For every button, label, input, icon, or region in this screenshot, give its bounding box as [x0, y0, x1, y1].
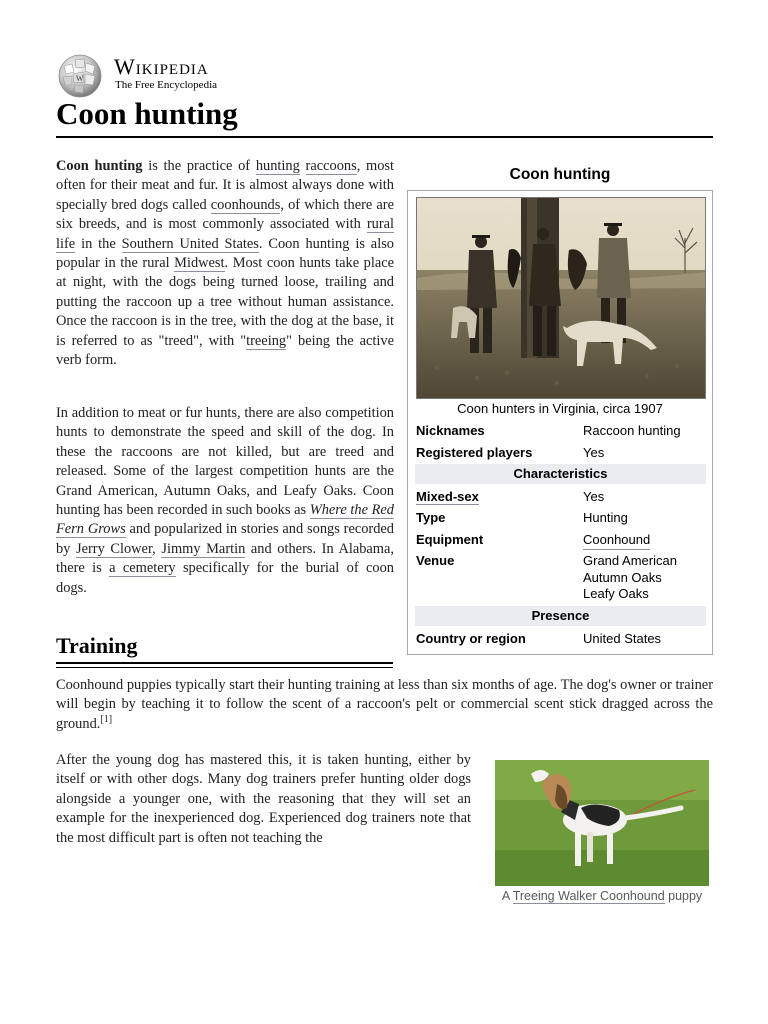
wikipedia-wordmark[interactable]: Wikipedia: [114, 54, 209, 79]
text: , most often for their meat and fur. It is almost always done with specially bred dogs called: [56, 158, 394, 213]
row-value: Hunting: [583, 510, 628, 525]
puppy-photo-drawing: [495, 760, 709, 886]
text: ,: [152, 540, 162, 557]
text: is the practice of: [142, 158, 256, 174]
link-where-the-red-fern-grows[interactable]: Where the Red Fern Grows: [56, 502, 394, 538]
title-divider: [56, 136, 713, 138]
text: in the: [75, 235, 122, 252]
section-divider: [56, 667, 393, 668]
treeing-walker-puppy-photo[interactable]: [495, 760, 709, 886]
infobox-section-presence: Presence: [415, 606, 706, 626]
text: . Coon hunting is also popular in the rural: [56, 235, 394, 272]
thumb-caption: [495, 889, 709, 903]
row-value: Yes: [583, 445, 605, 460]
text: , of which there are six breeds, and is most commonly associated with: [56, 196, 394, 233]
link-jerry-clower[interactable]: Jerry Clower: [76, 540, 153, 557]
link-jimmy-martin[interactable]: Jimmy Martin: [161, 540, 246, 557]
link-treeing[interactable]: treeing: [246, 332, 287, 349]
infobox-image-caption: Coon hunters in Virginia, circa 1907: [457, 401, 663, 416]
row-value: Yes: [583, 489, 605, 504]
lead-term: Coon hunting: [56, 158, 143, 174]
text: specifically for the burial of coon dogs.: [56, 560, 394, 596]
link-mixed-sex[interactable]: Mixed-sex: [416, 489, 479, 504]
text: and popularized in stories and songs recorded by: [56, 521, 394, 557]
text: . Most coon hunts take place at night, with the dogs being turned loose, trailing and putting the raccoon up a tree without human assistance. Once the raccoon is in the tree, with the dog at the base, it is referred to as "treed", with ": [56, 255, 395, 349]
text: In addition to meat or fur hunts, there are also competition hunts to demonstrate the speed and skill of the dog. In these the raccoons are not killed, but are treed and released. Some of the largest competition hunts are the Grand American, Autumn Oaks, and Leafy Oaks. Coon hunting has been recorded in such books as: [56, 405, 394, 519]
row-label: Venue: [416, 553, 455, 568]
reference-link-1[interactable]: [1]: [100, 714, 113, 726]
infobox-title: Coon hunting: [509, 166, 611, 183]
row-label: Equipment: [416, 532, 484, 547]
text: and others. In Alabama, there is: [56, 540, 394, 577]
link-coonhound[interactable]: Coonhound: [583, 532, 650, 550]
infobox-section-characteristics: Characteristics: [415, 464, 706, 484]
row-label: Country or region: [416, 631, 526, 646]
wikipedia-tagline: The Free Encyclopedia: [115, 79, 218, 91]
section-heading-training: Training: [56, 633, 138, 658]
row-value: United States: [583, 631, 662, 646]
paragraph-training-detail: After the young dog has mastered this, it is taken hunting, either by itself or with other dogs. Many dog trainers prefer hunting older dogs alongside a younger one, with the reasoning that they will set an example for the inexperienced dog. Experienced dog trainers note that the most difficult part is often not teaching the: [56, 752, 471, 846]
page-title: Coon hunting: [56, 96, 238, 131]
lead-paragraph: [56, 157, 394, 370]
paragraph-training-intro: [56, 676, 713, 734]
link-southern-united-states[interactable]: Southern United States: [121, 235, 259, 252]
row-label: Type: [416, 510, 446, 525]
text: " being the active verb form.: [56, 332, 394, 369]
svg-text:W: W: [76, 74, 84, 83]
row-label: Nicknames: [416, 423, 485, 438]
coon-hunters-photo-drawing: [417, 198, 705, 398]
link-midwest[interactable]: Midwest: [174, 255, 225, 272]
text: A: [501, 889, 513, 903]
infobox: [407, 190, 713, 655]
site-header: [56, 52, 356, 98]
link-coonhounds[interactable]: coonhounds: [210, 196, 281, 213]
link-cemetery[interactable]: a cemetery: [109, 560, 176, 577]
row-value-list: [583, 553, 677, 603]
section-divider: [56, 662, 393, 664]
venue-item: Grand American: [583, 553, 677, 568]
link-hunting[interactable]: hunting: [255, 158, 300, 174]
coon-hunters-photo[interactable]: [416, 197, 706, 399]
paragraph-competition: [56, 404, 394, 598]
link-rural-life[interactable]: rural life: [56, 216, 394, 252]
text: Coonhound puppies typically start their hunting training at less than six months of age. The dog's owner or trainer will begin by teaching it to follow the scent of a raccoon's pelt or commercial scent stick dragged across the ground.: [56, 677, 713, 732]
row-label: Registered players: [416, 445, 533, 460]
text: [300, 158, 306, 174]
text: puppy: [664, 889, 703, 903]
venue-item: Autumn Oaks: [583, 569, 662, 585]
link-raccoons[interactable]: raccoons: [305, 158, 357, 174]
venue-item: Leafy Oaks: [583, 586, 649, 601]
row-value: Raccoon hunting: [583, 423, 681, 438]
wikipedia-globe-logo[interactable]: [56, 54, 104, 98]
link-treeing-walker-coonhound[interactable]: Treeing Walker Coonhound: [512, 889, 665, 903]
